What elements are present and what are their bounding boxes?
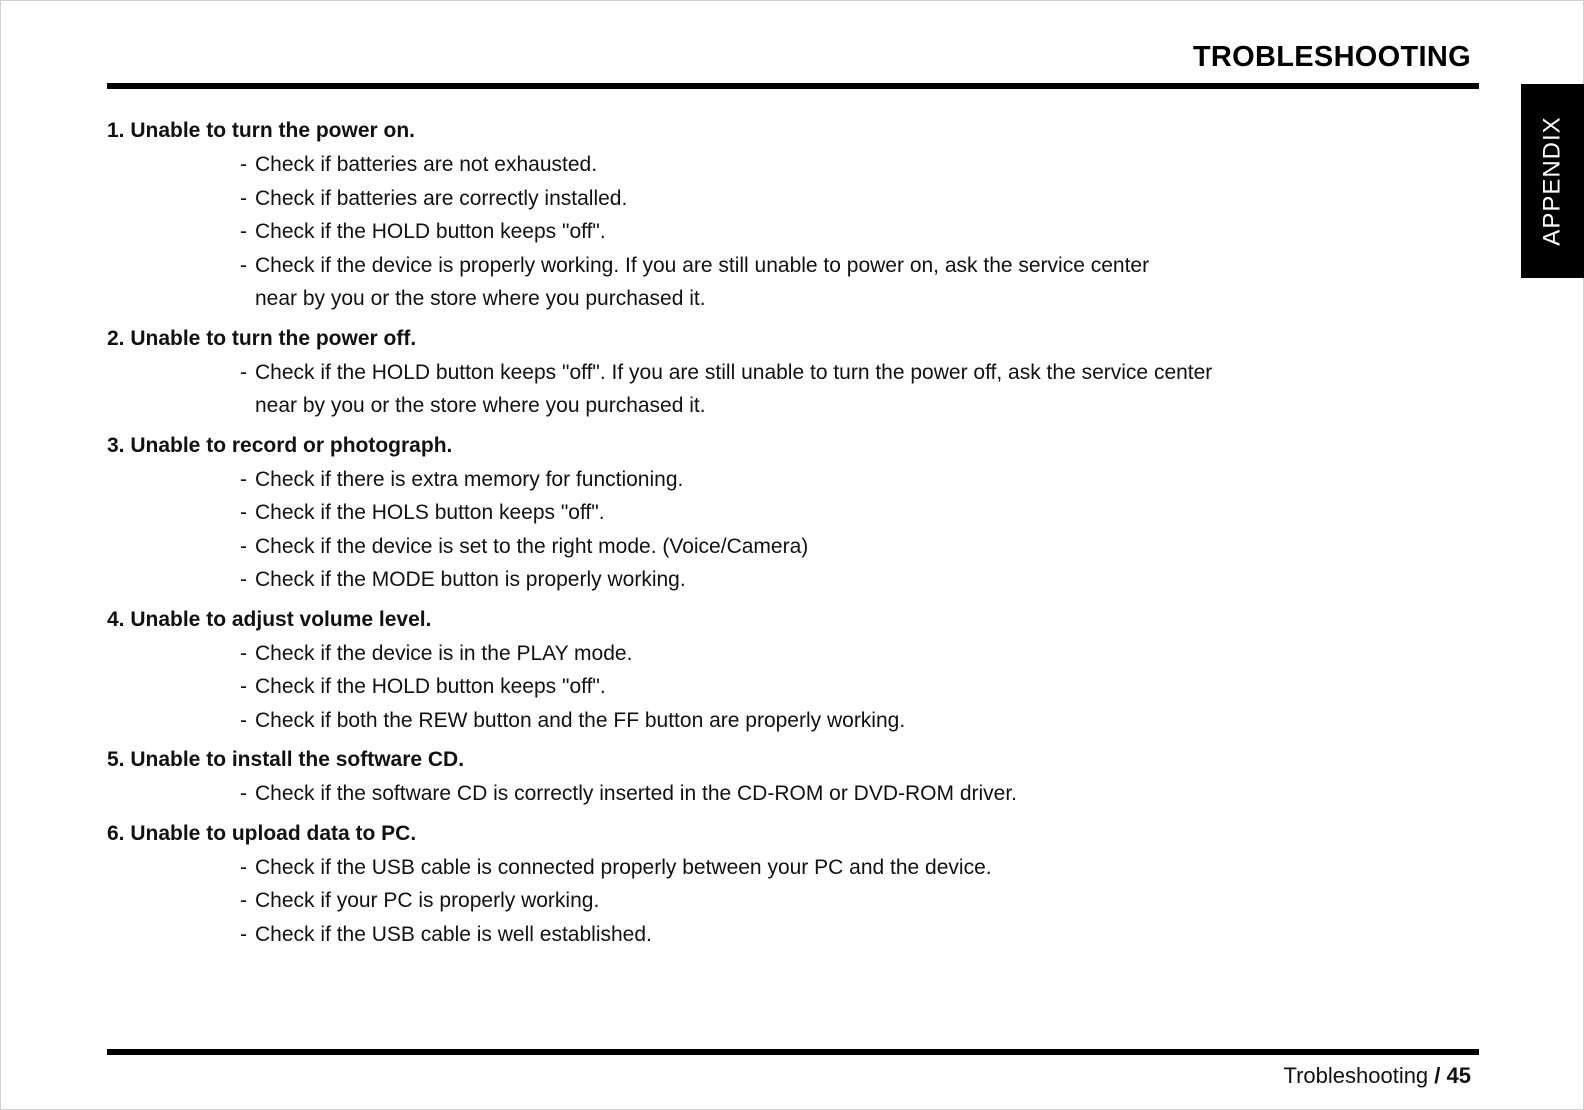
- section-software-cd: [107, 742, 1467, 811]
- check-text: Check if the USB cable is connected properly between your PC and the device.: [255, 855, 992, 879]
- check-item: [107, 851, 1467, 885]
- dash-marker: -: [240, 360, 247, 384]
- dash-marker: -: [240, 534, 247, 558]
- header-rule: [107, 83, 1479, 89]
- section-heading: 1. Unable to turn the power on.: [107, 119, 416, 142]
- check-list: [107, 148, 1467, 316]
- appendix-tab-label: APPENDIX: [1539, 116, 1566, 246]
- dash-marker: -: [240, 675, 247, 698]
- section-power-off: [107, 321, 1467, 423]
- check-text: Check if the device is set to the right mode. (Voice/Camera): [255, 534, 809, 558]
- dash-marker: -: [240, 467, 247, 491]
- check-list: [107, 851, 1467, 952]
- check-item: [107, 249, 1467, 316]
- check-item: [107, 918, 1467, 952]
- section-power-on: [107, 113, 1467, 316]
- check-item: [107, 530, 1467, 564]
- troubleshooting-sections: [107, 113, 1467, 956]
- check-item: [107, 777, 1467, 811]
- check-text: Check if batteries are correctly installed.: [255, 186, 628, 210]
- check-item: [107, 215, 1467, 249]
- check-item: [107, 670, 1467, 704]
- dash-marker: -: [240, 186, 247, 210]
- check-text: Check if the HOLD button keeps "off".: [255, 220, 606, 243]
- check-list: [107, 463, 1467, 597]
- dash-marker: -: [240, 568, 247, 591]
- section-heading: 6. Unable to upload data to PC.: [107, 821, 417, 845]
- dash-marker: -: [240, 889, 247, 912]
- dash-marker: -: [240, 782, 247, 805]
- section-heading: 2. Unable to turn the power off.: [107, 326, 417, 350]
- section-upload-pc: [107, 816, 1467, 952]
- dash-marker: -: [240, 153, 247, 176]
- check-item: [107, 148, 1467, 182]
- check-text: Check if the software CD is correctly inserted in the CD-ROM or DVD-ROM driver.: [255, 782, 1018, 805]
- check-list: [107, 637, 1467, 738]
- check-text: Check if your PC is properly working.: [255, 889, 600, 912]
- check-text: Check if the HOLS button keeps "off".: [255, 501, 605, 524]
- dash-marker: -: [240, 922, 247, 946]
- section-volume: [107, 602, 1467, 738]
- dash-marker: -: [240, 220, 247, 243]
- dash-marker: -: [240, 501, 247, 524]
- section-heading: 3. Unable to record or photograph.: [107, 433, 453, 457]
- check-item: [107, 496, 1467, 530]
- check-item: [107, 637, 1467, 671]
- dash-marker: -: [240, 253, 247, 277]
- check-text: Check if the USB cable is well established.: [255, 922, 652, 946]
- footer-section-label: Trobleshooting: [1283, 1063, 1429, 1088]
- footer-separator: /: [1428, 1063, 1447, 1088]
- check-item: [107, 563, 1467, 597]
- page-title: TROBLESHOOTING: [1192, 41, 1471, 73]
- appendix-tab: [1521, 84, 1584, 278]
- check-item: [107, 704, 1467, 738]
- check-text: Check if the HOLD button keeps "off".: [255, 675, 606, 698]
- page-footer: [1283, 1063, 1471, 1089]
- check-item: [107, 884, 1467, 918]
- section-record: [107, 428, 1467, 597]
- check-text: Check if batteries are not exhausted.: [255, 153, 598, 176]
- check-text: Check if the device is in the PLAY mode.: [255, 641, 633, 665]
- footer-rule: [107, 1049, 1479, 1055]
- check-list: [107, 777, 1467, 811]
- dash-marker: -: [240, 855, 247, 879]
- check-text: Check if the device is properly working. If you are still unable to power on, ask the service center near by you or the store where you purchased it.: [255, 253, 1150, 310]
- check-item: [107, 182, 1467, 216]
- check-text: Check if the HOLD button keeps "off". If you are still unable to turn the power off, ask the service center near by you or the store where you purchased it.: [255, 360, 1213, 417]
- check-list: [107, 356, 1467, 423]
- check-text: Check if the MODE button is properly working.: [255, 568, 686, 591]
- section-heading: 5. Unable to install the software CD.: [107, 748, 465, 771]
- check-text: Check if there is extra memory for functioning.: [255, 467, 684, 491]
- check-item: [107, 463, 1467, 497]
- dash-marker: -: [240, 641, 247, 665]
- check-text: Check if both the REW button and the FF button are properly working.: [255, 708, 906, 732]
- section-heading: 4. Unable to adjust volume level.: [107, 607, 432, 631]
- page-number: 45: [1446, 1063, 1471, 1088]
- dash-marker: -: [240, 708, 247, 732]
- check-item: [107, 356, 1467, 423]
